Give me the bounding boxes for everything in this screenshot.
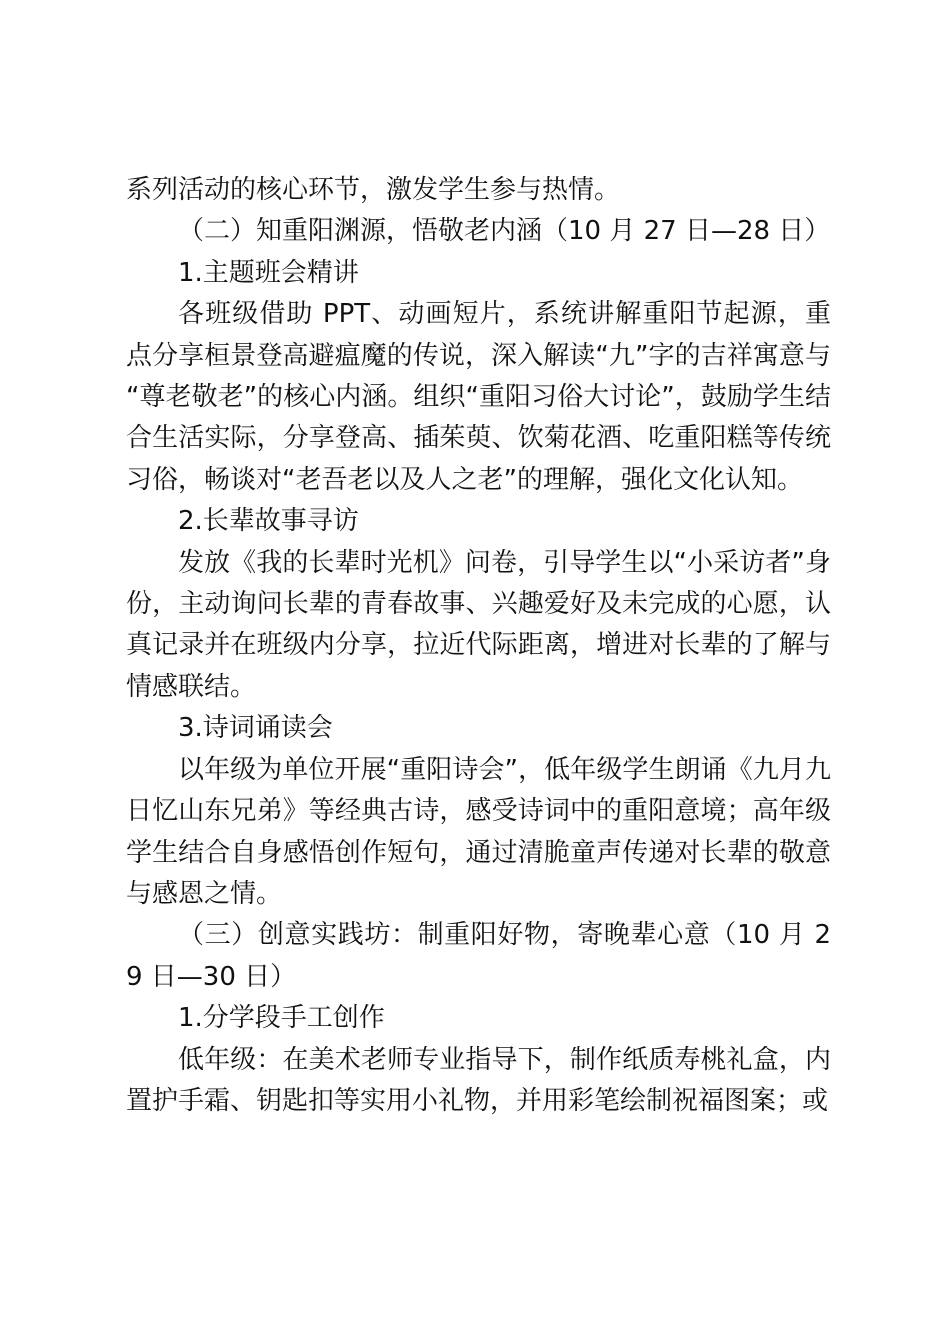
subheading-poetry-reading: 3.诗词诵读会 xyxy=(178,713,333,744)
subheading-handcraft: 1.分学段手工创作 xyxy=(178,1003,385,1034)
document-body xyxy=(126,170,831,1122)
subheading-class-meeting: 1.主题班会精讲 xyxy=(178,257,359,288)
section-heading-3: （三）创意实践坊：制重阳好物，寄晚辈心意（10 月 29 日—30 日） xyxy=(126,920,831,992)
paragraph-class-meeting: 各班级借助 PPT、动画短片，系统讲解重阳节起源，重点分享桓景登高避瘟魔的传说，深入解读“九”字的吉祥寓意与“尊老敬老”的核心内涵。组织“重阳习俗大讨论”，鼓励学生结合生活实际，分享登高、插茱萸、饮菊花酒、吃重阳糕等传统习俗，畅谈对“老吾老以及人之老”的理解，强化文化认知。 xyxy=(126,299,831,495)
subheading-elder-stories: 2.长辈故事寻访 xyxy=(178,506,359,537)
paragraph-elder-stories: 发放《我的长辈时光机》问卷，引导学生以“小采访者”身份，主动询问长辈的青春故事、兴趣爱好及未完成的心愿，认真记录并在班级内分享，拉近代际距离，增进对长辈的了解与情感联结。 xyxy=(126,547,831,702)
paragraph-poetry-reading: 以年级为单位开展“重阳诗会”，低年级学生朗诵《九月九日忆山东兄弟》等经典古诗，感受诗词中的重阳意境；高年级学生结合自身感悟创作短句，通过清脆童声传递对长辈的敬意与感恩之情。 xyxy=(126,754,831,909)
section-heading-2: （二）知重阳渊源，悟敬老内涵（10 月 27 日—28 日） xyxy=(178,216,831,247)
paragraph-continuation: 系列活动的核心环节，激发学生参与热情。 xyxy=(126,175,621,205)
paragraph-handcraft: 低年级：在美术老师专业指导下，制作纸质寿桃礼盒，内置护手霜、钥匙扣等实用小礼物，并用彩笔绘制祝福图案；或 xyxy=(126,1044,831,1116)
